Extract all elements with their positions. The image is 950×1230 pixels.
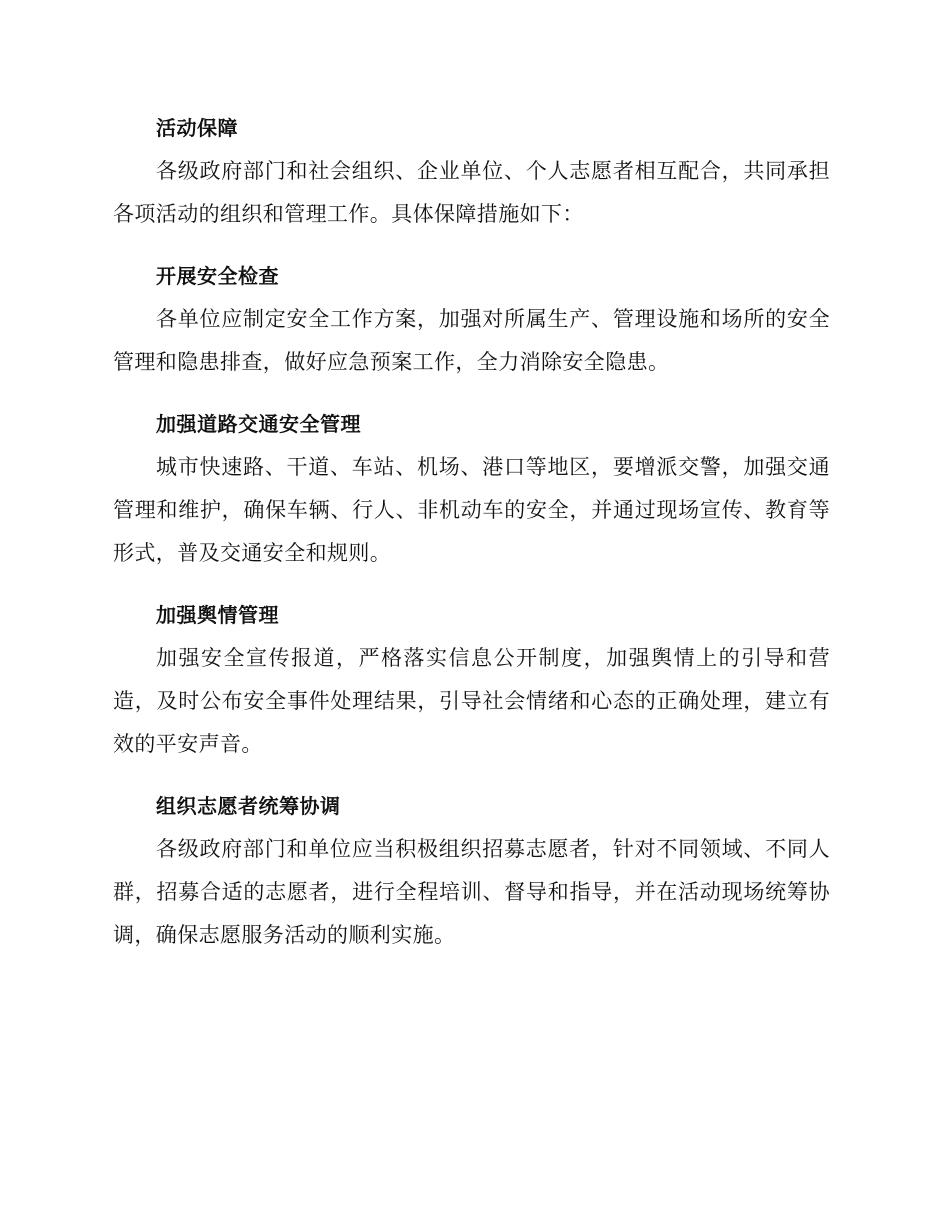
section-heading-activity-guarantee: 活动保障 bbox=[156, 116, 238, 140]
section-body-public-opinion: 加强安全宣传报道，严格落实信息公开制度，加强舆情上的引导和营造，及时公布安全事件处理结果，引导社会情绪和心态的正确处理，建立有效的平安声音。 bbox=[113, 646, 830, 756]
section-heading-public-opinion: 加强舆情管理 bbox=[156, 603, 279, 627]
section-body-safety-inspection: 各单位应制定安全工作方案，加强对所属生产、管理设施和场所的安全管理和隐患排查，做好应急预案工作，全力消除安全隐患。 bbox=[113, 307, 830, 374]
document-page bbox=[113, 106, 830, 975]
section-body-activity-guarantee: 各级政府部门和社会组织、企业单位、个人志愿者相互配合，共同承担各项活动的组织和管理工作。具体保障措施如下： bbox=[113, 159, 830, 226]
section-heading-safety-inspection: 开展安全检查 bbox=[156, 264, 279, 288]
section-body-volunteer-coordination: 各级政府部门和单位应当积极组织招募志愿者，针对不同领域、不同人群，招募合适的志愿者，进行全程培训、督导和指导，并在活动现场统筹协调，确保志愿服务活动的顺利实施。 bbox=[113, 837, 830, 947]
section-heading-road-traffic-safety: 加强道路交通安全管理 bbox=[156, 412, 361, 436]
section-heading-volunteer-coordination: 组织志愿者统筹协调 bbox=[156, 794, 341, 818]
section-body-road-traffic-safety: 城市快速路、干道、车站、机场、港口等地区，要增派交警，加强交通管理和维护，确保车辆、行人、非机动车的安全，并通过现场宣传、教育等形式，普及交通安全和规则。 bbox=[113, 455, 830, 565]
